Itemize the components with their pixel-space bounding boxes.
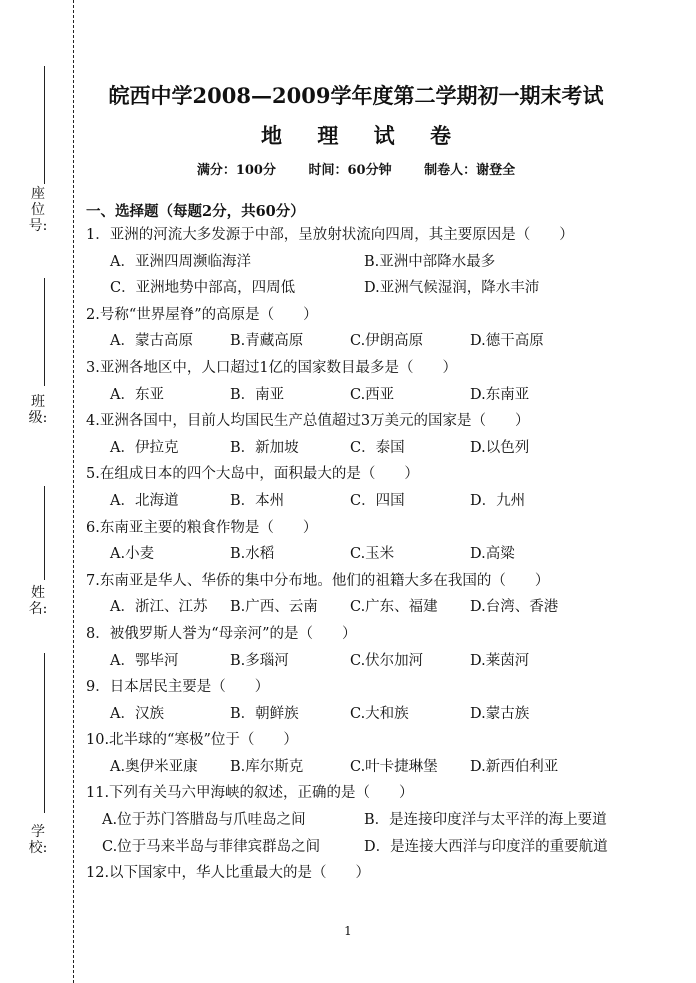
- option: A．亚洲四周濒临海洋: [110, 253, 251, 270]
- option: B.库尔斯克: [230, 758, 304, 775]
- option: D.高粱: [470, 546, 515, 563]
- question-stem: 9．日本居民主要是（ ）: [86, 679, 270, 696]
- option: B．是连接印度洋与太平洋的海上要道: [364, 812, 607, 829]
- exam-author: 制卷人：谢登全: [424, 163, 516, 178]
- option: D.东南亚: [470, 386, 530, 403]
- option: D．是连接大西洋与印度洋的重要航道: [364, 838, 608, 855]
- question-options: [86, 435, 626, 462]
- question-stem: 12.以下国家中，华人比重最大的是（ ）: [86, 865, 371, 882]
- binding-cut-line: [73, 0, 74, 983]
- full-score: 满分：100分: [196, 163, 276, 178]
- question-stem: 4.亚洲各国中，目前人均国民生产总值超过3万美元的国家是（ ）: [86, 413, 530, 430]
- option: A．鄂毕河: [110, 652, 179, 669]
- exam-page: [86, 82, 626, 887]
- option: D.以色列: [470, 439, 530, 456]
- option: D.台湾、香港: [470, 599, 559, 616]
- option: A.位于苏门答腊岛与爪哇岛之间: [102, 812, 306, 829]
- school-write-line: [44, 653, 45, 813]
- page-number: 1: [344, 924, 352, 938]
- question-options: [86, 488, 626, 515]
- question-stem: 5.在组成日本的四个大岛中，面积最大的是（ ）: [86, 466, 419, 483]
- question-options: [86, 754, 626, 781]
- question-options: [86, 701, 626, 728]
- option: C.叶卡捷琳堡: [350, 758, 438, 775]
- option: C.伊朗高原: [350, 333, 424, 350]
- option: B.亚洲中部降水最多: [364, 253, 496, 270]
- option: D.德干高原: [470, 333, 544, 350]
- option: C.位于马来半岛与菲律宾群岛之间: [102, 838, 321, 855]
- option: C.广东、福建: [350, 599, 438, 616]
- question-options: [86, 807, 626, 860]
- section-heading: 一、选择题（每题2分，共60分）: [86, 203, 305, 220]
- option: B.多瑙河: [230, 652, 289, 669]
- option: C．四国: [350, 492, 405, 509]
- exam-time: 时间：60分钟: [308, 163, 392, 178]
- option: D.莱茵河: [470, 652, 530, 669]
- option: C.玉米: [350, 546, 395, 563]
- option: B.青藏高原: [230, 333, 304, 350]
- name-write-line: [44, 486, 45, 580]
- option: D．九州: [470, 492, 526, 509]
- option: C.大和族: [350, 705, 409, 722]
- question-stem: 11.下列有关马六甲海峡的叙述，正确的是（ ）: [86, 785, 414, 802]
- option: B．新加坡: [230, 439, 299, 456]
- option: A．蒙古高原: [110, 333, 193, 350]
- option: D.新西伯利亚: [470, 758, 559, 775]
- option: A．汉族: [110, 705, 164, 722]
- option: A．伊拉克: [110, 439, 179, 456]
- option: C．亚洲地势中部高，四周低: [110, 280, 296, 297]
- question-options: [86, 328, 626, 355]
- question-stem: 2.号称“世界屋脊”的高原是（ ）: [86, 306, 318, 323]
- school-label: 学校:: [28, 824, 48, 856]
- question-stem: 3.亚洲各地区中，人口超过1亿的国家数目最多是（ ）: [86, 359, 458, 376]
- option: B.水稻: [230, 546, 275, 563]
- name-label: 姓名:: [28, 585, 48, 617]
- question-stem: 6.东南亚主要的粮食作物是（ ）: [86, 519, 318, 536]
- question-stem: 8．被俄罗斯人誉为“母亲河”的是（ ）: [86, 625, 357, 642]
- option: A．东亚: [110, 386, 164, 403]
- question-options: [86, 594, 626, 621]
- class-label: 班级:: [28, 394, 48, 426]
- exam-subtitle: 地 理 试 卷: [261, 123, 465, 148]
- option: A.小麦: [110, 546, 155, 563]
- question-options: [86, 382, 626, 409]
- exam-meta: [86, 162, 626, 180]
- question-stem: 7.东南亚是华人、华侨的集中分布地。他们的祖籍大多在我国的（ ）: [86, 572, 550, 589]
- option: D.蒙古族: [470, 705, 530, 722]
- question-stem: 10.北半球的“寒极”位于（ ）: [86, 732, 298, 749]
- option: A．北海道: [110, 492, 179, 509]
- option: C.西亚: [350, 386, 395, 403]
- question-options: [86, 541, 626, 568]
- option: B.广西、云南: [230, 599, 318, 616]
- option: C．泰国: [350, 439, 405, 456]
- option: B．南亚: [230, 386, 285, 403]
- question-options: [86, 249, 626, 302]
- option: C.伏尔加河: [350, 652, 424, 669]
- class-write-line: [44, 278, 45, 386]
- question-options: [86, 648, 626, 675]
- option: D.亚洲气候湿润，降水丰沛: [364, 280, 540, 297]
- seat-label: 座位号:: [28, 186, 48, 234]
- question-stem: 1．亚洲的河流大多发源于中部，呈放射状流向四周，其主要原因是（ ）: [86, 227, 574, 243]
- exam-title: 皖西中学2008—2009学年度第二学期初一期末考试: [108, 83, 604, 108]
- seat-write-line: [44, 66, 45, 184]
- option: A．浙江、江苏: [110, 599, 208, 616]
- option: B．本州: [230, 492, 285, 509]
- option: A.奥伊米亚康: [110, 758, 198, 775]
- option: B．朝鲜族: [230, 705, 299, 722]
